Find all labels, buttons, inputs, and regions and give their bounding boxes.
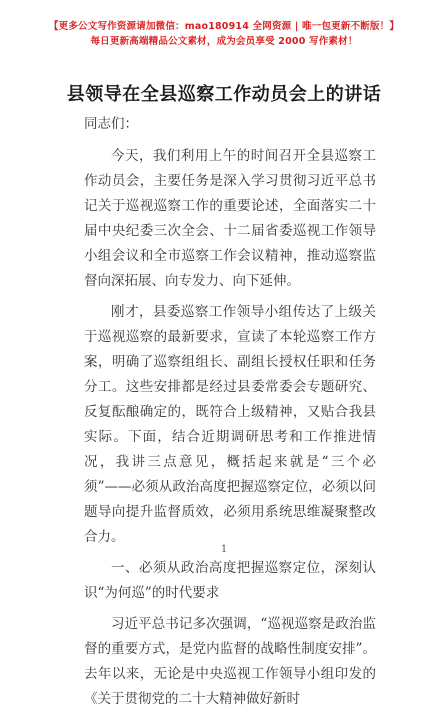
paragraph-1: 今天，我们利用上午的时间召开全县巡察工作动员会，主要任务是深入学习贯彻习近平总书记关于巡视巡察工作的重要论述，全面落实二十届中央纪委三次全会、十二届省委巡视工作领导小组会议和全市巡察工作会议精神，推动巡察监督向深拓展、向专发力、向下延伸。 (84, 148, 376, 289)
page-number: 1 (220, 544, 228, 555)
document-title: 县领导在全县巡察工作动员会上的讲话 (66, 84, 382, 105)
promo-banner-line-2: 每日更新高端精品公文素材，成为会员享受 2000 写作素材！ (90, 36, 358, 47)
salutation: 同志们： (84, 116, 138, 132)
promo-banner-line-1: 【更多公文写作资源请加微信：mao180914 全网资源 | 唯一包更新不断版！】 (48, 21, 400, 32)
paragraph-2: 刚才，县委巡察工作领导小组传达了上级关于巡视巡察的最新要求，宣读了本轮巡察工作方案，明确了巡察组组长、副组长授权任职和任务分工。这些安排都是经过县委常委会专题研究、反复酝酿确定的，既符合上级精神，又贴合我县实际。下面，结合近期调研思考和工作推进情况，我讲三点意见，概括起来就是“三个必须”——必须从政治高度把握巡察定位，必须以问题导向提升监督质效，必须用系统思维凝聚整改合力。 (84, 304, 376, 545)
paragraph-3: 习近平总书记多次强调，“巡视巡察是政治监督的重要方式，是党内监督的战略性制度安排”。去年以来，无论是中央巡视工作领导小组印发的《关于贯彻党的二十大精神做好新时 (84, 616, 376, 707)
section-heading-1: 一、必须从政治高度把握巡察定位，深刻认识“为何巡”的时代要求 (84, 560, 376, 601)
document-body (84, 144, 376, 714)
